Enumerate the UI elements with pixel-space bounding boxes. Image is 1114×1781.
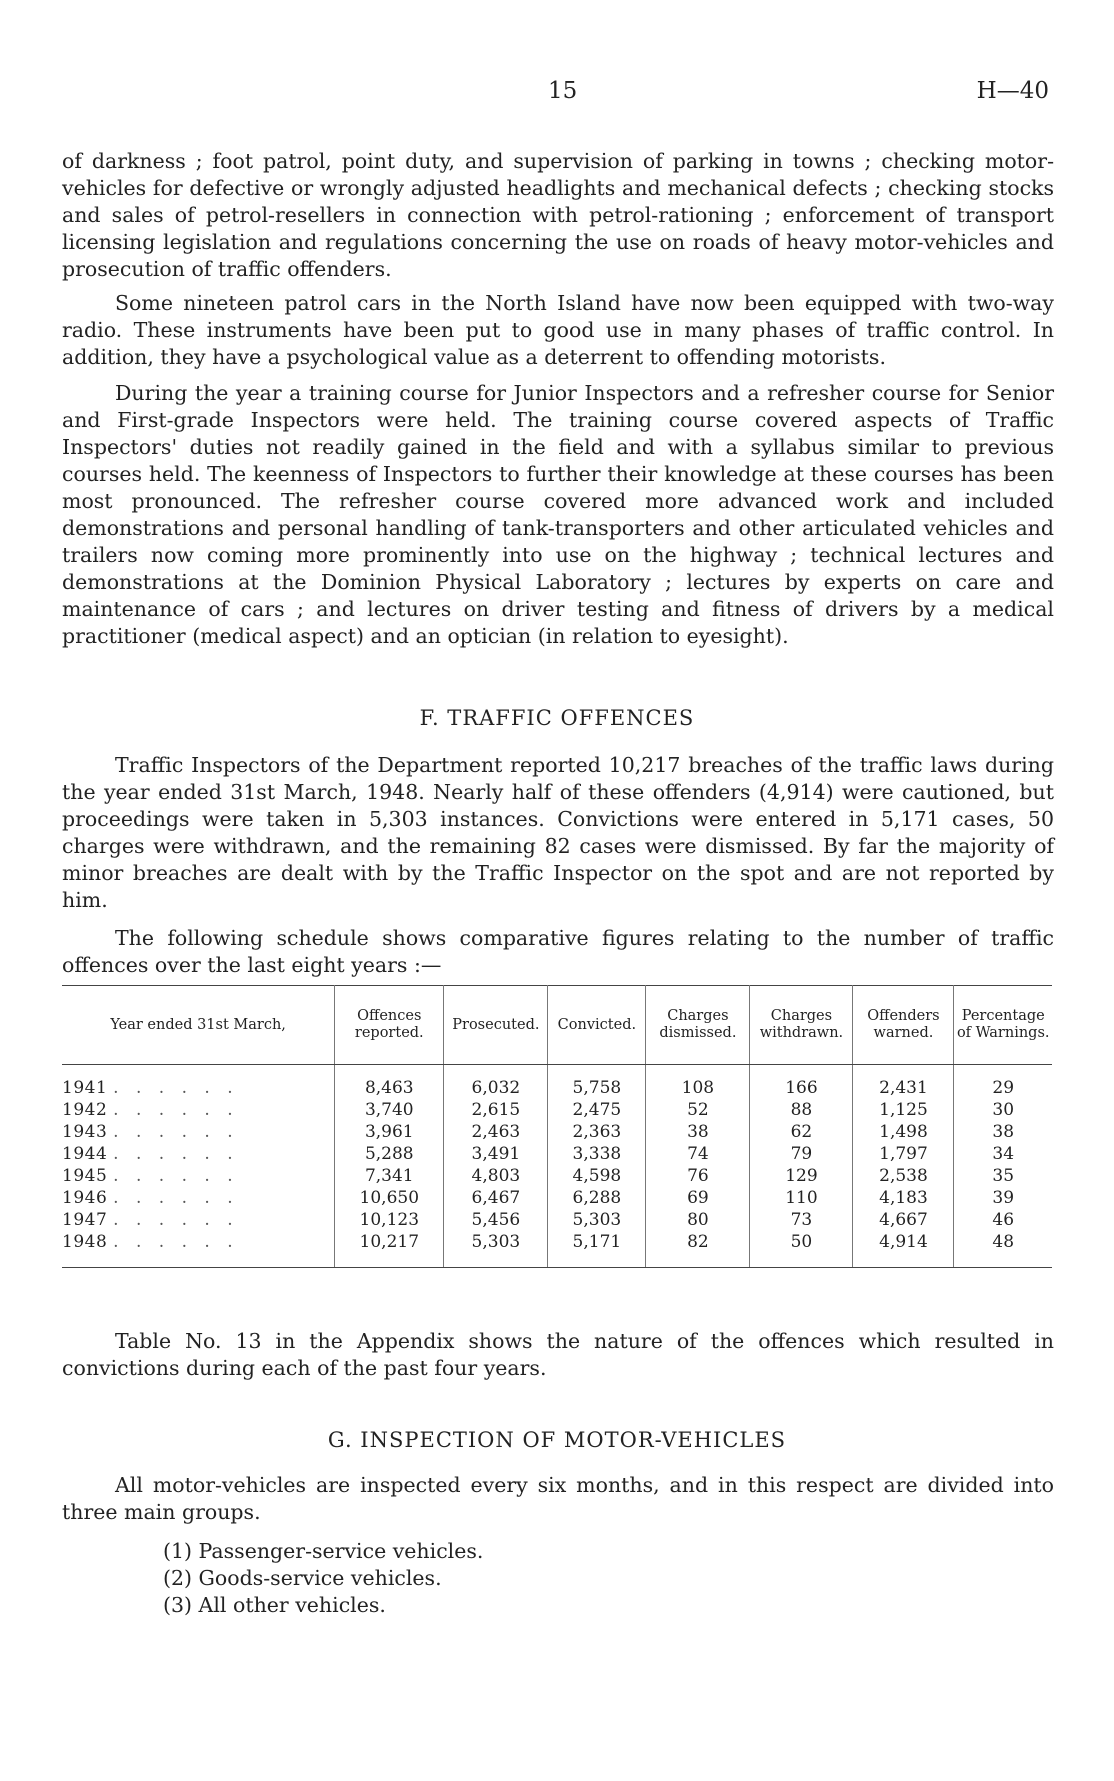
table-row <box>62 1209 1052 1231</box>
pct-cell: 46 <box>992 1210 1015 1230</box>
paragraph-inspection-intro: All motor-vehicles are inspected every six months, and in this respect are divided into three main groups. <box>62 1473 1054 1524</box>
withdrawn-cell: 110 <box>750 1187 853 1209</box>
dismissed-cell: 52 <box>646 1099 750 1121</box>
paragraph-schedule-intro: The following schedule shows comparative figures relating to the number of traffic offences over the last eight years :— <box>62 926 1054 977</box>
pct-cell: 35 <box>992 1166 1015 1186</box>
reported-cell: 10,217 <box>335 1231 444 1253</box>
withdrawn-cell: 79 <box>750 1143 853 1165</box>
paragraph-breaches: Traffic Inspectors of the Department reported 10,217 breaches of the traffic laws during the year ended 31st March, 1948. Nearly half of these offenders (4,914) were cautioned, but proceedings were taken in 5,303 instances. Convictions were entered in 5,171 cases, 50 charges were withdrawn, and the remaining 82 cases were dismissed. By far the majority of minor breaches are dealt with by the Traffic Inspector on the spot and are not reported by him. <box>62 753 1054 912</box>
convicted-cell: 4,598 <box>548 1165 646 1187</box>
page-header <box>0 78 1114 108</box>
convicted-cell: 2,475 <box>548 1099 646 1121</box>
dot-leader: . . . . . . <box>113 1210 239 1230</box>
year-cell: 1941 <box>62 1078 108 1098</box>
year-cell: 1946 <box>62 1188 108 1208</box>
col-header-warned: Offenders warned. <box>853 986 954 1065</box>
dot-leader: . . . . . . <box>113 1078 239 1098</box>
paragraph-patrol-cars: Some nineteen patrol cars in the North Island have now been equipped with two-way radio. These instruments have been put to good use in many phases of traffic control. In addition, they have a psychological value as a deterrent to offending motorists. <box>62 291 1054 369</box>
col-header-dismissed: Charges dismissed. <box>646 986 750 1065</box>
prosecuted-cell: 6,467 <box>444 1187 548 1209</box>
prosecuted-cell: 6,032 <box>444 1077 548 1099</box>
list-item: (3) All other vehicles. <box>163 1593 386 1617</box>
warned-cell: 4,914 <box>853 1231 954 1253</box>
col-header-withdrawn: Charges withdrawn. <box>750 986 853 1065</box>
dot-leader: . . . . . . <box>113 1188 239 1208</box>
document-code: H—40 <box>976 78 1049 104</box>
withdrawn-cell: 166 <box>750 1077 853 1099</box>
convicted-cell: 5,171 <box>548 1231 646 1253</box>
warned-cell: 4,183 <box>853 1187 954 1209</box>
prosecuted-cell: 4,803 <box>444 1165 548 1187</box>
convicted-cell: 5,303 <box>548 1209 646 1231</box>
withdrawn-cell: 50 <box>750 1231 853 1253</box>
table-row <box>62 1231 1052 1253</box>
paragraph-training-course: During the year a training course for Junior Inspectors and a refresher course for Senior and First-grade Inspectors were held. The training course covered aspects of Traffic Inspectors' duties not readily gained in the field and with a syllabus similar to previous courses held. The keenness of Inspectors to further their knowledge at these courses has been most pronounced. The refresher course covered more advanced work and included demonstrations and personal handling of tank-transporters and other articulated vehicles and trailers now coming more prominently into use on the highway ; technical lectures and demonstrations at the Dominion Physical Laboratory ; lectures by experts on care and maintenance of cars ; and lectures on driver testing and fitness of drivers by a medical practitioner (medical aspect) and an optician (in relation to eyesight). <box>62 381 1054 648</box>
reported-cell: 10,123 <box>335 1209 444 1231</box>
dot-leader: . . . . . . <box>113 1144 239 1164</box>
pct-cell: 48 <box>992 1232 1015 1252</box>
table-end-rule <box>62 1253 1052 1268</box>
vehicle-groups-list <box>163 1538 483 1619</box>
paragraph-darkness: of darkness ; foot patrol, point duty, and supervision of parking in towns ; checking motor-vehicles for defective or wrongly adjusted headlights and mechanical defects ; checking stocks and sales of petrol-resellers in connection with petrol-rationing ; enforcement of transport licensing legislation and regulations concerning the use on roads of heavy motor-vehicles and prosecution of traffic offenders. <box>62 149 1054 281</box>
pct-cell: 30 <box>992 1100 1015 1120</box>
offences-table-wrapper <box>62 985 1052 1268</box>
col-header-year: Year ended 31st March, <box>62 986 335 1065</box>
table-row <box>62 1121 1052 1143</box>
year-cell: 1944 <box>62 1144 108 1164</box>
warned-cell: 2,538 <box>853 1165 954 1187</box>
dismissed-cell: 108 <box>646 1077 750 1099</box>
convicted-cell: 2,363 <box>548 1121 646 1143</box>
withdrawn-cell: 73 <box>750 1209 853 1231</box>
warned-cell: 4,667 <box>853 1209 954 1231</box>
prosecuted-cell: 2,615 <box>444 1099 548 1121</box>
reported-cell: 3,740 <box>335 1099 444 1121</box>
prosecuted-cell: 5,456 <box>444 1209 548 1231</box>
prosecuted-cell: 2,463 <box>444 1121 548 1143</box>
col-header-pct: Percentage of Warnings. <box>954 986 1052 1065</box>
list-item: (1) Passenger-service vehicles. <box>163 1539 484 1563</box>
list-item: (2) Goods-service vehicles. <box>163 1566 442 1590</box>
pct-cell: 38 <box>992 1122 1015 1142</box>
paragraph-appendix-note: Table No. 13 in the Appendix shows the nature of the offences which resulted in convictions during each of the past four years. <box>62 1329 1054 1380</box>
table-row <box>62 1165 1052 1187</box>
table-row <box>62 1187 1052 1209</box>
dismissed-cell: 80 <box>646 1209 750 1231</box>
heading-traffic-offences: F. TRAFFIC OFFENCES <box>419 706 695 730</box>
reported-cell: 7,341 <box>335 1165 444 1187</box>
withdrawn-cell: 88 <box>750 1099 853 1121</box>
dot-leader: . . . . . . <box>113 1166 239 1186</box>
table-row <box>62 1143 1052 1165</box>
col-header-convicted: Convicted. <box>548 986 646 1065</box>
dot-leader: . . . . . . <box>113 1232 239 1252</box>
reported-cell: 8,463 <box>335 1077 444 1099</box>
year-cell: 1945 <box>62 1166 108 1186</box>
dismissed-cell: 38 <box>646 1121 750 1143</box>
withdrawn-cell: 62 <box>750 1121 853 1143</box>
page-number: 15 <box>548 78 578 104</box>
dismissed-cell: 74 <box>646 1143 750 1165</box>
reported-cell: 5,288 <box>335 1143 444 1165</box>
table-header-row <box>62 986 1052 1065</box>
reported-cell: 3,961 <box>335 1121 444 1143</box>
prosecuted-cell: 3,491 <box>444 1143 548 1165</box>
table-spacer <box>62 1065 1052 1078</box>
warned-cell: 1,498 <box>853 1121 954 1143</box>
convicted-cell: 3,338 <box>548 1143 646 1165</box>
prosecuted-cell: 5,303 <box>444 1231 548 1253</box>
dismissed-cell: 82 <box>646 1231 750 1253</box>
offences-table <box>62 985 1052 1268</box>
dot-leader: . . . . . . <box>113 1100 239 1120</box>
table-row <box>62 1077 1052 1099</box>
pct-cell: 34 <box>992 1144 1015 1164</box>
warned-cell: 1,125 <box>853 1099 954 1121</box>
year-cell: 1947 <box>62 1210 108 1230</box>
dismissed-cell: 69 <box>646 1187 750 1209</box>
col-header-prosecuted: Prosecuted. <box>444 986 548 1065</box>
year-cell: 1943 <box>62 1122 108 1142</box>
dot-leader: . . . . . . <box>113 1122 239 1142</box>
dismissed-cell: 76 <box>646 1165 750 1187</box>
year-cell: 1942 <box>62 1100 108 1120</box>
convicted-cell: 6,288 <box>548 1187 646 1209</box>
pct-cell: 39 <box>992 1188 1015 1208</box>
warned-cell: 2,431 <box>853 1077 954 1099</box>
table-row <box>62 1099 1052 1121</box>
warned-cell: 1,797 <box>853 1143 954 1165</box>
heading-inspection: G. INSPECTION OF MOTOR-VEHICLES <box>327 1428 787 1452</box>
convicted-cell: 5,758 <box>548 1077 646 1099</box>
pct-cell: 29 <box>992 1078 1015 1098</box>
col-header-reported: Offences reported. <box>335 986 444 1065</box>
year-cell: 1948 <box>62 1232 108 1252</box>
reported-cell: 10,650 <box>335 1187 444 1209</box>
withdrawn-cell: 129 <box>750 1165 853 1187</box>
